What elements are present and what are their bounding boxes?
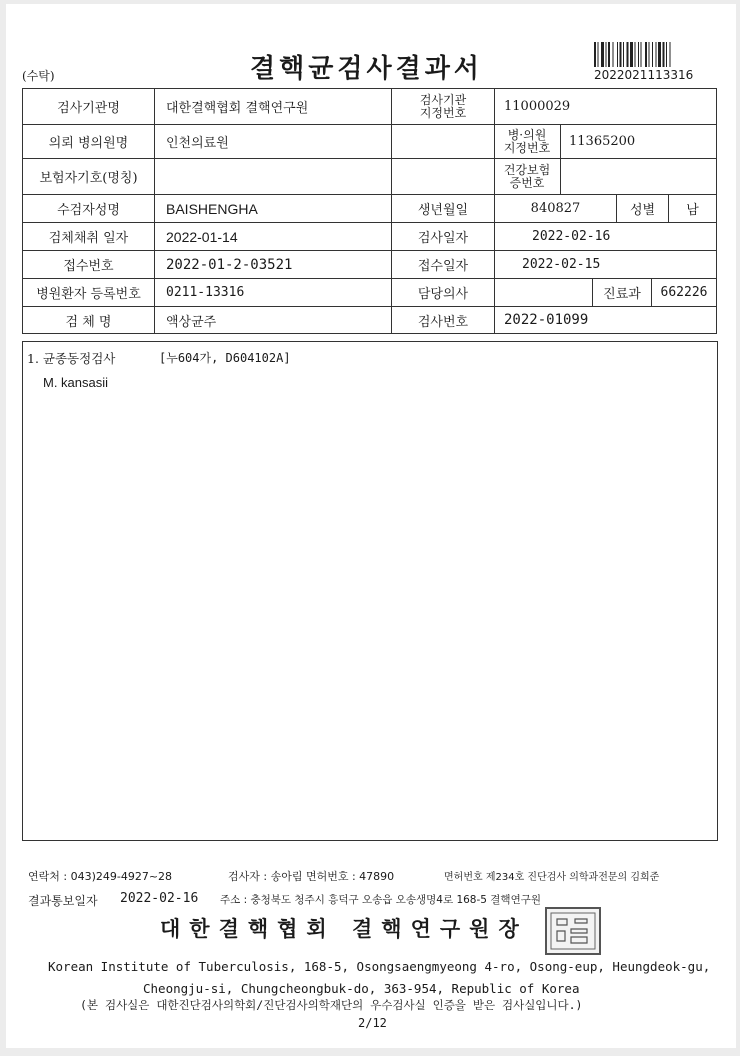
label-patient-name: 수검자성명 [57,203,120,218]
examiner-info: 검사자 : 송아림 면허번호 : 47890 [228,870,395,883]
value-specimen-name: 액상균주 [166,314,217,330]
value-insurer-code [166,159,391,194]
value-test-date: 2022-02-16 [532,229,611,244]
address-english-line1: Korean Institute of Tuberculosis, 168-5, Osongsaengmyeong 4-ro, Osong-eup, Heungdeok-gu, [48,959,711,974]
value-receipt-date: 2022-02-15 [522,257,601,272]
info-table [22,88,717,334]
address-english-line2: Cheongju-si, Chungcheongbuk-do, 363-954, Republic of Korea [143,981,580,996]
physician-info: 면허번호 제234호 진단검사 의학과전문의 김희준 [444,872,660,883]
value-sex: 남 [686,203,699,218]
label-collection-date: 검체채취 일자 [48,231,129,246]
report-date: 2022-02-16 [120,891,199,906]
label-receipt-number: 접수번호 [63,259,114,274]
results-section [22,341,718,841]
value-test-number: 2022-01099 [504,312,589,328]
official-seal-image [545,907,601,955]
contact-phone: 연락처 : 043)249-4927~28 [28,870,173,883]
barcode-number: 2022021113316 [594,68,694,82]
value-receipt-number: 2022-01-2-03521 [166,256,293,273]
label-attending-physician: 담당의사 [417,287,469,302]
label-hospital-code: 병·의원 지정번호 [503,127,551,155]
value-collection-date: 2022-01-14 [166,228,238,245]
value-insurance-number [569,159,709,194]
value-attending-physician [495,279,592,306]
label-test-number: 검사번호 [417,314,469,330]
barcode-image [594,42,698,67]
label-test-date: 검사일자 [417,231,469,246]
label-insurer-code: 보험자기호(명칭) [39,171,138,186]
label-institution-code: 검사기관 지정번호 [419,92,467,120]
label-department: 진료과 [603,287,641,302]
label-insurance-number: 건강보험 증번호 [503,162,551,190]
label-referring-hospital: 의뢰 병의원명 [48,136,129,151]
label-specimen-name: 검 체 명 [65,314,112,330]
result-item-title: 1. 균종동정검사 [27,351,116,366]
document-title: 결핵균검사결과서 [250,54,483,84]
value-institution-code: 11000029 [504,99,571,114]
certification-note: (본 검사실은 대한진단검사의학회/진단검사의학재단의 우수검사실 인증을 받은 검사실입니다.) [80,998,583,1012]
label-receipt-date: 접수일자 [417,259,469,274]
value-registration-number: 0211-13316 [166,285,245,300]
label-registration-number: 병원환자 등록번호 [36,287,141,302]
label-sex: 성별 [629,203,656,218]
consignment-label: (수탁) [22,69,55,83]
label-testing-institution: 검사기관명 [57,101,120,116]
value-testing-institution: 대한결핵협회 결핵연구원 [166,101,309,116]
address-korean: 주소 : 충청북도 청주시 흥덕구 오송읍 오송생명4로 168-5 결핵연구원 [220,894,542,906]
page-number: 2/12 [358,1016,387,1030]
value-referring-hospital: 인천의료원 [166,136,229,151]
value-hospital-code: 11365200 [569,134,636,149]
result-item-code: [누604가, D604102A] [159,351,291,365]
value-patient-name: BAISHENGHA [166,200,258,217]
report-date-label: 결과통보일자 [28,894,98,908]
result-organism: M. kansasii [43,375,109,390]
institute-director-name: 대한결핵협회 결핵연구원장 [160,916,528,941]
value-department: 662226 [660,285,708,300]
label-birth-date: 생년월일 [417,203,469,218]
value-birth-date: 840827 [530,201,581,216]
